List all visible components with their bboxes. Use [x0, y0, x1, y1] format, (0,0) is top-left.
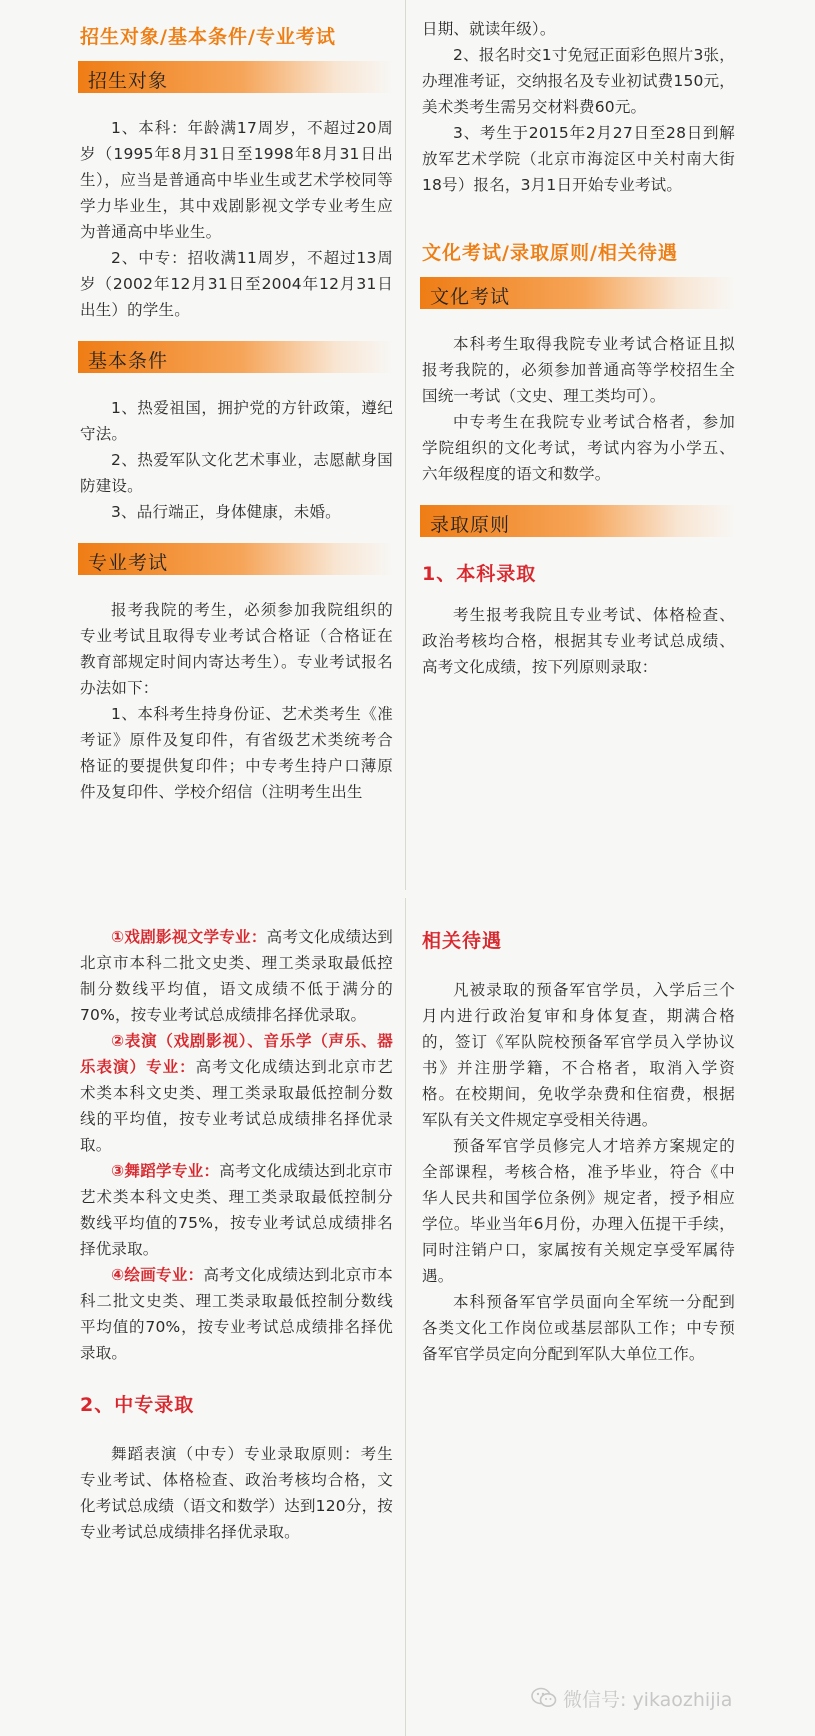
heading-bar-culture: [420, 277, 735, 309]
admission-item-3: [80, 1158, 393, 1262]
sub-heading-secondary: 2、中专录取: [80, 1394, 195, 1416]
culture-paragraph-2: 中专考生在我院专业考试合格者，参加学院组织的文化考试，考试内容为小学五、六年级程度的语文和数学。: [422, 413, 735, 483]
section-title-left: 招生对象/基本条件/专业考试: [80, 26, 336, 48]
basic-paragraph-2: 2、热爱军队文化艺术事业，志愿献身国防建设。: [80, 451, 393, 495]
benefits-paragraph-1: 凡被录取的预备军官学员，入学后三个月内进行政治复审和身体复查，期满合格的，签订《军队院校预备军官学员入学协议书》并注册学籍，不合格者，取消入学资格。在校期间，免收学杂费和住宿费，根据军队有关文件规定享受相关待遇。: [422, 981, 735, 1129]
column-divider-bottom: [405, 898, 406, 1736]
signup-paragraph-2: 2、报名时交1寸免冠正面彩色照片3张，办理准考证，交纳报名及专业初试费150元，美术类考生需另交材料费60元。: [422, 46, 735, 116]
heading-culture: 文化考试: [430, 286, 511, 308]
heading-bar-admission: [420, 505, 735, 537]
admission-item-3-label: ③舞蹈学专业：: [111, 1162, 220, 1180]
exam-continued: 日期、就读年级）。: [422, 20, 556, 38]
heading-bar-exam: [78, 543, 393, 575]
heading-recruit: 招生对象: [88, 70, 169, 92]
heading-bar-recruit: [78, 61, 393, 93]
admission-item-1: [80, 924, 393, 1028]
culture-paragraph-1: 本科考生取得我院专业考试合格证且拟报考我院的，必须参加普通高等学校招生全国统一考试（文史、理工类均可）。: [422, 335, 735, 405]
admission-item-2-text: 高考文化成绩达到北京市艺术类本科文史类、理工类录取最低控制分数线的平均值，按专业考试总成绩排名择优录取。: [80, 1058, 394, 1154]
recruit-paragraph-1: 1、本科：年龄满17周岁，不超过20周岁（1995年8月31日至1998年8月31日出生），应当是普通高中毕业生或艺术学校同等学力毕业生，其中戏剧影视文学专业考生应为普通高中毕业生。: [80, 119, 393, 241]
admission-item-4-label: ④绘画专业：: [111, 1266, 204, 1284]
sub-heading-undergrad: 1、本科录取: [422, 563, 537, 585]
exam-paragraph-2: 1、本科考生持身份证、艺术类考生《准考证》原件及复印件，有省级艺术类统考合格证的要提供复印件；中专考生持户口薄原件及复印件、学校介绍信（注明考生出生: [80, 705, 393, 801]
admission-item-1-text: 高考文化成绩达到北京市本科二批文史类、理工类录取最低控制分数线平均值，语文成绩不低于满分的70%，按专业考试总成绩排名择优录取。: [80, 928, 393, 1024]
watermark-text: 微信号: yikaozhijia: [563, 1689, 733, 1711]
basic-paragraph-1: 1、热爱祖国，拥护党的方针政策，遵纪守法。: [80, 399, 393, 443]
heading-bar-basic: [78, 341, 393, 373]
admission-item-1-label: ①戏剧影视文学专业：: [111, 928, 267, 946]
wechat-icon: [531, 1687, 557, 1714]
right-bottom-section: [422, 926, 735, 1367]
secondary-admission-paragraph: 舞蹈表演（中专）专业录取原则：考生专业考试、体格检查、政治考核均合格，文化考试总成绩（语文和数学）达到120分，按专业考试总成绩排名择优录取。: [80, 1445, 393, 1541]
admission-item-2: [80, 1028, 393, 1158]
admission-item-4: [80, 1262, 393, 1366]
admission-item-2-label: ②表演（戏剧影视）、音乐学（声乐、器乐表演）专业：: [80, 1032, 393, 1076]
heading-exam: 专业考试: [88, 552, 169, 574]
column-divider-top: [405, 0, 406, 890]
watermark: [531, 1685, 732, 1714]
recruit-paragraph-2: 2、中专：招收满11周岁，不超过13周岁（2002年12月31日至2004年12月31日出生）的学生。: [80, 249, 393, 319]
left-bottom-section: [80, 924, 393, 1545]
admission-paragraph: 考生报考我院且专业考试、体格检查、政治考核均合格，根据其专业考试总成绩、高考文化成绩，按下列原则录取：: [422, 606, 735, 676]
heading-basic: 基本条件: [88, 350, 169, 372]
heading-benefits: 相关待遇: [422, 930, 503, 952]
basic-paragraph-3: 3、品行端正，身体健康，未婚。: [111, 503, 341, 521]
heading-admission: 录取原则: [430, 514, 511, 536]
benefits-paragraph-3: 本科预备军官学员面向全军统一分配到各类文化工作岗位或基层部队工作；中专预备军官学员定向分配到军队大单位工作。: [422, 1293, 735, 1363]
exam-paragraph-1: 报考我院的考生，必须参加我院组织的专业考试且取得专业考试合格证（合格证在教育部规定时间内寄达考生）。专业考试报名办法如下：: [80, 601, 393, 697]
left-top-section: [80, 22, 393, 805]
signup-paragraph-3: 3、考生于2015年2月27日至28日到解放军艺术学院（北京市海淀区中关村南大街18号）报名，3月1日开始专业考试。: [422, 124, 735, 194]
right-top-section: [422, 16, 735, 680]
section-title-right: 文化考试/录取原则/相关待遇: [422, 242, 678, 264]
admission-item-4-text: 高考文化成绩达到北京市本科二批文史类、理工类录取最低控制分数线平均值的70%，按专业考试总成绩排名择优录取。: [80, 1266, 393, 1362]
admission-item-3-text: 高考文化成绩达到北京市艺术类本科文史类、理工类录取最低控制分数线平均值的75%，按专业考试总成绩排名择优录取。: [80, 1162, 394, 1258]
benefits-paragraph-2: 预备军官学员修完人才培养方案规定的全部课程，考核合格，准予毕业，符合《中华人民共和国学位条例》规定者，授予相应学位。毕业当年6月份，办理入伍提干手续，同时注销户口，家属按有关规定享受军属待遇。: [422, 1137, 735, 1285]
